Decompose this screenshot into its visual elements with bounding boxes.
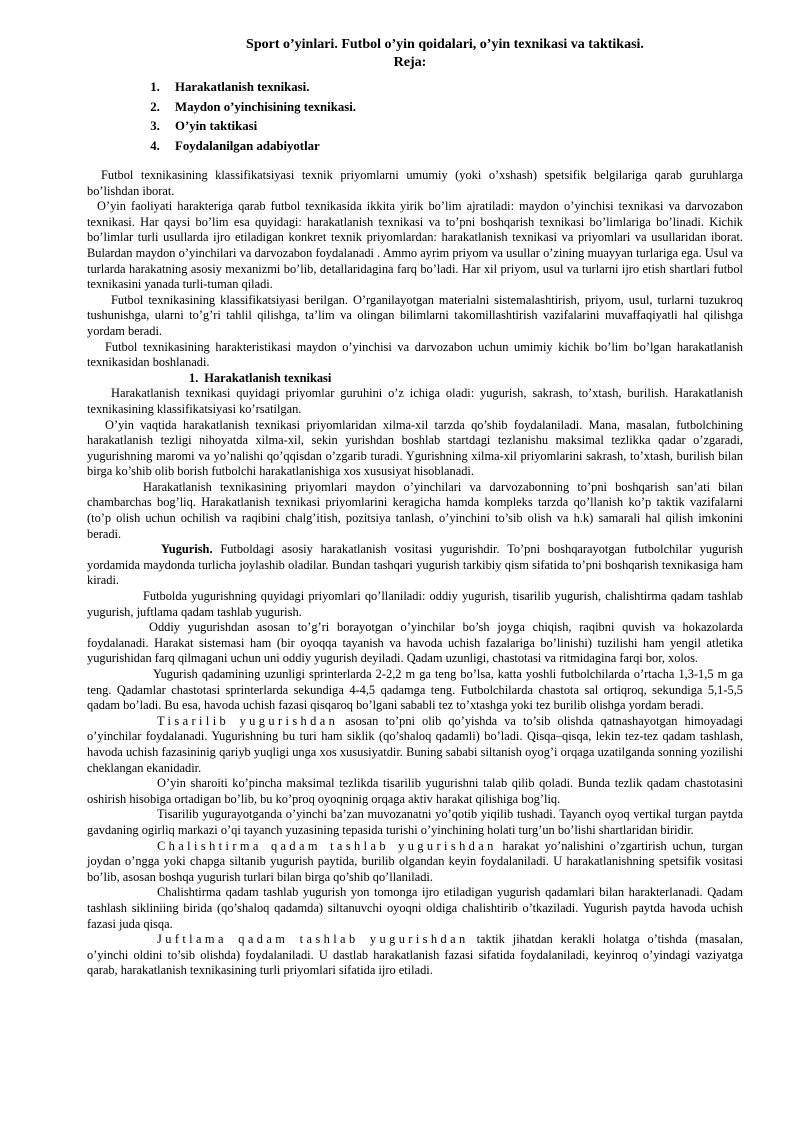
paragraph-text: taktik jihatdan kerakli holatga o’tishda (masalan, o’yinchi oldini to’sib olishda) foydalaniladi. U dastlab harakatlanish fazasi sifatida foydalaniladi, keyinroq o’yindagi vaziyatga qarab, harakatlanish texnikasining turli priyomlari sifatida ijro etiladi. [87,932,743,978]
paragraph-text: asosan to’pni olib qo’yishda va to’sib olishda qatnashayotgan himoyadagi o’yinchilar foydalanadi. Yugurishning bu turi ham siklik (qo’shaloq qadamli) bo’ladi. Qisqa–qisqa, lekin tez-tez qadam tashlash, havoda uchish fazasininig qariyb yuqligi unga xos xususiyatdir. Buning sababi siltanish oyog’i orqaga uzatilganda sonning yozilishi cheklangan ekanidadir. [87,713,743,775]
paragraph: O’yin vaqtida harakatlanish texnikasi priyomlaridan xilma-xil tarzda qo’shib foydalaniladi. Mana, masalan, futbolchining harakatlanish tezligi nihoyatda xilma-xil, sekin yurishdan boshlab startdagi tezlanishu maksimal tezlikka qadar o’zgaradi, yugurishning maromi va yo’nalishi qo’qqisdan o’zgarib turadi. Ygurishning xilma-xil priyomlarini sakrash, to’xtash, burilish bilan birga ko’shib olib borish futbolchi harakatlanishiga xos xususiyat hisoblanadi. [87,417,743,479]
plan-item: 4. Foydalanilgan adabiyotlar [163,137,743,157]
plan-list [87,78,743,156]
plan-item: 1. Harakatlanish texnikasi. [163,78,743,98]
plan-item: 3. O’yin taktikasi [163,117,743,137]
term-bold: Yugurish. [161,542,213,557]
paragraph: Yugurish qadamining uzunligi sprinterlarda 2-2,2 m ga teng bo’lsa, katta yoshli futbolchilarda o’rtacha 1,3-1,5 m ga teng. Qadamlar chastotasi sprinterlarda sekundiga 4-4,5 qadamga teng. Futbolchilarda chastota sal ortiqroq, sekundiga 5,1-5,5 qadam bo’ladi. Bu esa, havoda uchish fazasi qisqaroq bo’lgani sababli tez to’xtashga yoki tez burilib olishga yordam beradi. [87,667,743,713]
document-title [87,36,743,72]
plan-heading: Reja: [393,55,427,70]
paragraph [87,932,743,979]
section-number: 1. [189,370,199,385]
title-main: Sport o’yinlari. Futbol o’yin qoidalari, o’yin texnikasi va taktikasi. [246,37,644,52]
section-heading [87,371,743,387]
paragraph: Tisarilib yugurayotganda o’yinchi ba’zan muvozanatni yo’qotib yiqilib tushadi. Tayanch oyoq vertikal turgan paytda gavdaning ogirliq markazi o’qi tayanch yuzasining tepasida turishi o’yinchining holati turg’un bo’lishi shartlaridan biridir. [87,807,743,837]
paragraph: O’yin faoliyati harakteriga qarab futbol texnikasida ikkita yirik bo’lim ajratiladi: maydon o’yinchisi texnikasi va darvozabon texnikasi. Har qaysi bo’lim esa quyidagi: harakatlanish texnikasi va to’pni boshqarish texnikasi bo’limlariga bo’linadi. Kichik bo’limlar turli usullarda ijro etiladigan konkret texnik priyomlardan: harakatlanish texnikasi va priyomlari va usullaridan iborat. Bulardan maydon o’yinchilari va darvozabon foydalanadi . Ammo ayrim priyom va usullar o’zining muayyan turlariga ega. Usul va turlarda harakatning asosiy mexanizmi bo’lib, detallaridagina farq bo’ladi. Har xil priyom, usul va turlarni ijro etish shartlari futbol texnikasini yanada turli-tuman qiladi. [87,199,743,292]
section-title: Harakatlanish texnikasi [204,370,332,385]
paragraph: Chalishtirma qadam tashlab yugurish yon tomonga ijro etiladigan yugurish qadamlari bilan harakterlanadi. Qadam tashlash sikliniing birida (qo’shaloq qadamda) siltanuvchi oyoqni oldiga chalishtirib o’tkaziladi. Yugurish paytda havoda uchish fazasi juda qisqa. [87,885,743,931]
paragraph: Futbolda yugurishning quyidagi priyomlari qo’llaniladi: oddiy yugurish, tisarilib yugurish, chalishtirma qadam tashlab yugurish, juftlama qadam tashlab yugurish. [87,589,743,619]
paragraph: Futbol texnikasining klassifikatsiyasi berilgan. O’rganilayotgan materialni sistemalashtirish, priyom, usul, turlarni tuzukroq tushunishga, ularni to’g’ri tahlil qilishga, ta’lim va olingan bilimlarni takomillashtirish vazifalarini muvaffaqiyatli hal qilishga yordam beradi. [87,292,743,338]
paragraph: Oddiy yugurishdan asosan to’g’ri borayotgan o’yinchilar bo’sh joyga chiqish, raqibni quvish va hokazolarda foydalanadi. Harakat sistemasi ham (bir oyoqqa tayanish va havoda uchish fazalariga bo’linishi) tuzilishi ham yengil atletika yugurishidan farq qilmagani uchun uni oddiy yugurish deyiladi. Qadam uzunligi, chastotasi va ritmidagina farqi bor, xolos. [87,620,743,666]
paragraph: O’yin sharoiti ko’pincha maksimal tezlikda tisarilib yugurishni talab qilib qoladi. Bunda tezlik qadam chastotasini oshirish hisobiga ortadigan bo’lib, bu ko’proq oyoqninig orqaga aktiv harakat qilishiga bog’liq. [87,776,743,806]
paragraph [87,542,743,589]
paragraph-text: Futboldagi asosiy harakatlanish vositasi yugurishdir. To’pni boshqarayotgan futbolchilar yugurish yordamida maydonda turlicha joylashib oladilar. Bundan tashqari yugurish tarkibiy qism sifatida to’pni boshqarish texnikasiga ham kiradi. [87,542,743,588]
paragraph [87,714,743,776]
plan-item: 2. Maydon o’yinchisining texnikasi. [163,98,743,118]
term-spaced: Juftlama qadam tashlab yugurishdan [157,932,469,947]
paragraph [87,839,743,886]
paragraph: Futbol texnikasining klassifikatsiyasi texnik priyomlarni umumiy (yoki o’xshash) spetsifik belgilariga qarab guruhlarga bo’lishdan iborat. [87,168,743,198]
paragraph-text: harakat yo’nalishini o’zgartirish uchun, turgan joydan o’ngga yoki chapga siltanib yugurish paytida, burilib olgandan keyin foydalaniladi. U harakatlanishning spetsifik vositasi bo’lib, asosan boshqa yugurish turlari bilan birga qo’shib qo’llaniladi. [87,838,743,884]
term-spaced: Tisarilib yugurishdan [157,713,339,728]
paragraph: Futbol texnikasining harakteristikasi maydon o’yinchisi va darvozabon uchun umimiy kichik bo’lim bo’lgan harakatlanish texnikasidan boshlanadi. [87,339,743,370]
term-spaced: Chalishtirma qadam tashlab yugurishdan [157,838,497,853]
paragraph: Harakatlanish texnikasi quyidagi priyomlar guruhini o’z ichiga oladi: yugurish, sakrash, to’xtash, burilish. Harakatlanish texnikasining klassifikatsiyasi ko’rsatilgan. [87,386,743,416]
paragraph: Harakatlanish texnikasining priyomlari maydon o’yinchilari va darvozabonning to’pni boshqarish san’ati bilan chambarchas bog’liq. Harakatlanish texnikasi priyomlarini keragicha hamda kompleks tarzda qo’llanish ko’p taktik vazifalarni (to’p olish uchun ochilish va raqibini chalg’itish, pozitsiya tanlash, o’yinchini to’sib olish va h.k) samarali hal qilish imkonini beradi. [87,479,743,541]
